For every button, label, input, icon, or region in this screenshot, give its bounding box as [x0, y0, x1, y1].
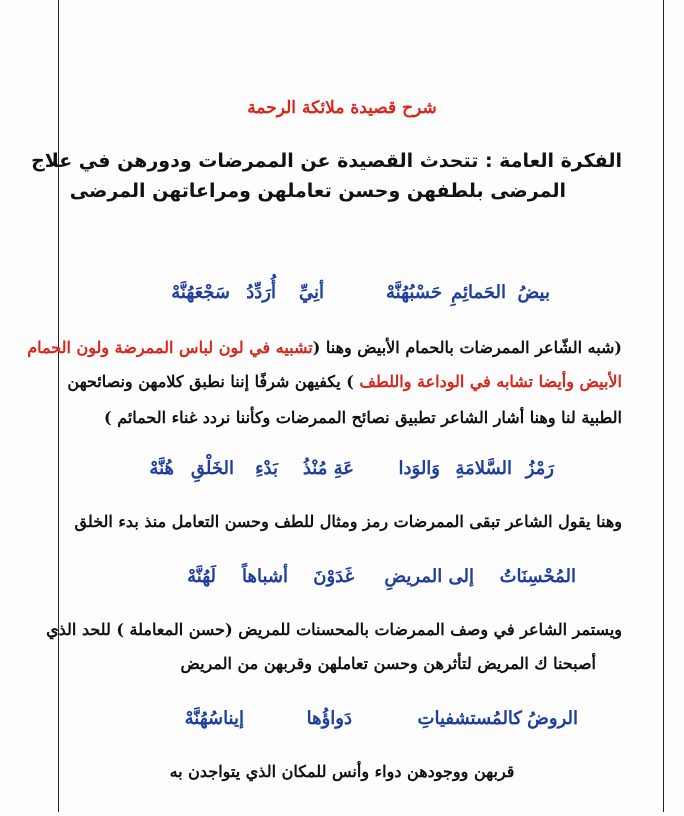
- verse-2-word-2: السَّلامَةِ: [455, 458, 512, 479]
- verse-2-word-6: الخَلْقِ: [190, 458, 234, 479]
- explanation-2-line-1: وهنا يقول الشاعر تبقى الممرضات رمز ومثال للطف وحسن التعامل منذ بدء الخلق: [74, 512, 622, 531]
- verse-2-word-5: بَدْءِ: [255, 458, 278, 479]
- verse-1-word-6: سَجْعَهُنَّهْ: [171, 282, 230, 303]
- verse-2-word-1: رَمْزُ: [525, 458, 554, 479]
- verse-3-word-4: أشباهاً: [242, 566, 288, 587]
- page-title: شرح قصيدة ملائكة الرحمة: [247, 98, 437, 118]
- verse-3-word-5: لَهُنَّهْ: [187, 566, 216, 587]
- verse-2-word-3: وَالوَدا: [398, 458, 440, 479]
- explanation-1-line-2: [67, 372, 622, 391]
- explanation-3-line-2: أصبحنا ك المريض لتأثرهن وحسن تعاملهن وقربهن من المريض: [180, 654, 596, 673]
- verse-3-word-1: المُحْسِنَاتُ: [499, 566, 576, 587]
- explanation-1-line-3: الطبية لنا وهنا أشار الشاعر تطبيق نصائح الممرضات وكأننا نردد غناء الحمائم ): [104, 408, 622, 427]
- verse-2-word-4: عَةِ مُنْذُ: [302, 458, 354, 479]
- verse-4-word-3: دَواؤُها: [306, 708, 352, 729]
- verse-1-word-1: بيضُ: [517, 282, 550, 303]
- verse-3-word-3: غَدَوْنَ: [313, 566, 354, 587]
- verse-4-word-2: كالمُستشفياتِ: [417, 708, 522, 729]
- explanation-1-line-2-text: ) يكفيهن شرفًا إننا نطبق كلامهن ونصائحهن: [67, 372, 360, 391]
- explanation-1-line-2-highlight: الأبيض وأيضا تشابه في الوداعة واللطف: [359, 372, 622, 391]
- general-idea-line-2: المرضى بلطفهن وحسن تعاملهن ومراعاتهن المرضى: [69, 180, 566, 202]
- general-idea-line-1: الفكرة العامة : تتحدث القصيدة عن الممرضات ودورهن في علاج: [31, 150, 622, 172]
- page-border: [58, 0, 664, 812]
- verse-1-word-4: أنِيِّ: [298, 282, 324, 303]
- verse-4-word-1: الروضُ: [527, 708, 578, 729]
- verse-1-word-2: الحَمائِمِ: [451, 282, 506, 303]
- verse-1-word-3: حَسْبُهُنَّهْ: [386, 282, 442, 303]
- explanation-3-line-1: ويستمر الشاعر في وصف الممرضات بالمحسنات للمريض (حسن المعاملة ) للحد الذي: [46, 620, 622, 639]
- explanation-1-line-1-text: (شبه الشّاعر الممرضات بالحمام الأبيض وهنا (: [312, 338, 622, 357]
- explanation-1-line-1-highlight: تشبيه في لون لباس الممرضة ولون الحمام: [27, 338, 313, 357]
- verse-3-word-2: إلى المريضِ: [384, 566, 474, 587]
- explanation-4-line-1: قربهن ووجودهن دواء وأنس للمكان الذي يتواجدن به: [169, 762, 515, 781]
- verse-1-word-5: أُرَدِّدُ: [246, 282, 276, 303]
- verse-2-word-7: هُنَّهْ: [149, 458, 174, 479]
- explanation-1-line-1: [27, 338, 622, 357]
- verse-4-word-4: إيناسُهُنَّهْ: [184, 708, 244, 729]
